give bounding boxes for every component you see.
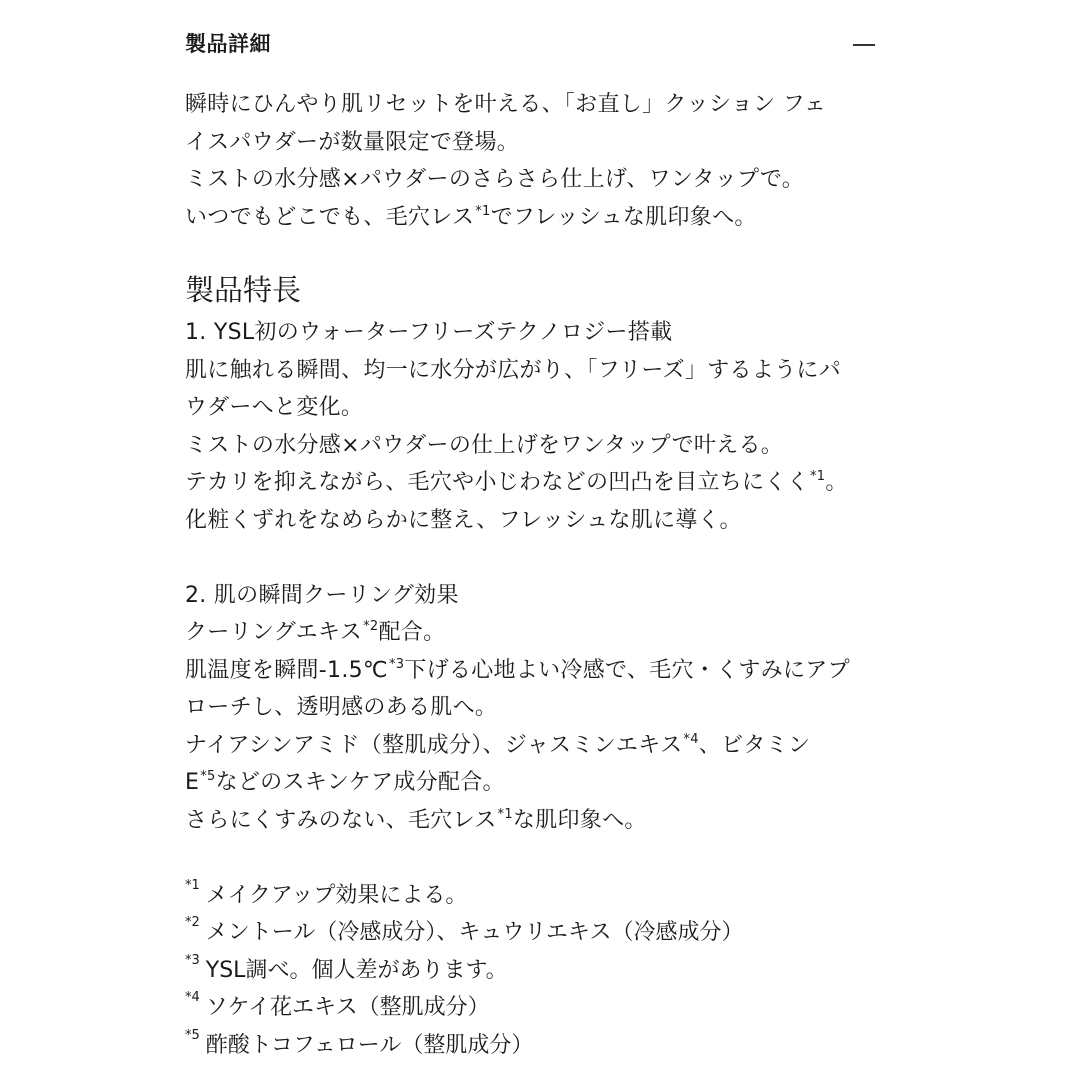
footnote-ref: *5 [200,769,216,784]
footnote-text: メイクアップ効果による。 [205,882,468,908]
footnote-ref: *3 [388,656,405,672]
footnote-text: YSL調べ。個人差があります。 [205,957,508,983]
feature-line: ウダーへと変化。 [185,395,364,420]
feature-line: ミストの水分感×パウダーの仕上げをワンタップで叶える。 [185,432,784,458]
spacer [185,839,850,877]
feature-line: クーリングエキス$^{*2}$配合。 [185,619,446,645]
spacer [185,539,850,577]
footnote-mark: *1 [185,877,200,893]
features-body [185,314,850,1064]
feature-line: テカリを抑えながら、毛穴や小じわなどの凹凸を目立ちにくく$^{*1}$。 [185,469,848,495]
intro-line: 瞬時にひんやり肌リセットを叶える、「お直し」クッション フェ [185,92,827,117]
feature-line: $E^{*5}$などのスキンケア成分配合。 [185,769,505,795]
footnote [185,914,850,952]
intro-line: ミストの水分感×パウダーのさらさら仕上げ、ワンタップで。 [185,167,805,192]
footnote-ref: *1 [809,469,826,484]
footnote-ref: *4 [683,731,699,747]
feature-heading: 2. 肌の瞬間クーリング効果 [185,582,459,608]
feature-line: 化粧くずれをなめらかに整え、フレッシュな肌に導く。 [185,507,742,533]
footnote-text: ソケイ花エキス（整肌成分） [205,995,490,1020]
intro-line: イスパウダーが数量限定で登場。 [185,129,520,155]
footnote [185,1027,850,1065]
footnote-ref: *1 [475,203,491,219]
intro-text [185,86,826,236]
footnote-mark: *2 [185,915,200,930]
intro-line: いつでもどこでも、毛穴レス$^{*1}$でフレッシュな肌印象へ。 [185,203,757,230]
section-header[interactable] [185,28,875,58]
section-title: 製品詳細 [185,32,271,56]
features-title: 製品特長 [185,273,302,307]
footnote-mark: *3 [185,952,200,968]
minus-icon[interactable] [853,44,875,46]
footnote-ref: *2 [363,619,379,634]
footnote [185,877,850,915]
footnote-text: 酢酸トコフェロール（整肌成分） [205,1032,534,1058]
feature-line: 肌温度を瞬間-1.5℃$^{*3}$下げる心地よい冷感で、毛穴・くすみにアプ [185,656,850,683]
feature-heading: 1. YSL初のウォーターフリーズテクノロジー搭載 [185,320,673,345]
footnote [185,952,850,990]
feature-line: ローチし、透明感のある肌へ。 [185,695,498,720]
footnote-text: メントール（冷感成分）、キュウリエキス（冷感成分） [205,920,744,945]
footnote-mark: *5 [185,1027,200,1043]
feature-line: さらにくすみのない、毛穴レス$^{*1}$な肌印象へ。 [185,806,647,833]
footnote [185,989,850,1027]
feature-line: ナイアシンアミド（整肌成分）、ジャスミンエキス$^{*4}$、ビタミン [185,731,811,758]
feature-line: 肌に触れる瞬間、均一に水分が広がり、「フリーズ」するようにパ [185,357,842,383]
footnote-ref: *1 [497,806,513,822]
footnote-mark: *4 [185,990,200,1005]
